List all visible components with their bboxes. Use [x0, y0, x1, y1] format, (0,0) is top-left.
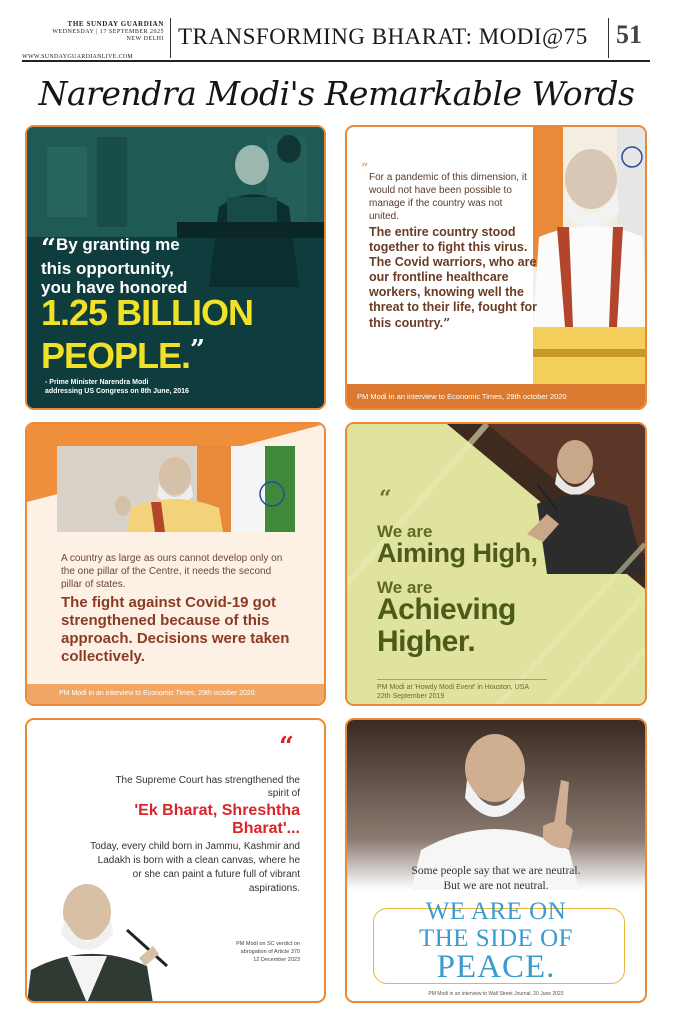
- publication-date: WEDNESDAY | 17 SEPTEMBER 2025: [52, 29, 164, 35]
- quote-card-us-congress: [25, 125, 326, 410]
- masthead: [22, 18, 650, 62]
- quote-emphasis-line: WE ARE ON: [425, 898, 567, 925]
- quote-bold-text: The fight against Covid-19 got strengthened because of this approach. Decisions were taken collectively.: [61, 594, 290, 665]
- quote-card-covid-unity: [345, 125, 647, 410]
- close-quote-icon: ”: [190, 335, 205, 365]
- quote-attribution: [180, 940, 300, 964]
- caption-line: 22th September 2019: [377, 693, 445, 700]
- quote-intro: The Supreme Court has strengthened the spirit of: [115, 775, 300, 799]
- modi-interview-photo: [533, 127, 647, 387]
- close-quote-icon: ”: [443, 315, 451, 330]
- caption-line: PM Modi on SC verdict on: [236, 941, 300, 947]
- quote-emphasis: Aiming High,: [377, 538, 538, 568]
- page-headline: Narendra Modi's Remarkable Words: [38, 74, 635, 113]
- quote-card-howdy-modi: [345, 422, 647, 706]
- masthead-info: [22, 20, 164, 60]
- quote-card-states-pillar: [25, 422, 326, 706]
- caption-line: - Prime Minister Narendra Modi: [45, 379, 149, 386]
- quote-highlight: 'Ek Bharat, Shreshtha Bharat'...: [134, 802, 300, 837]
- quote-emphasis: [347, 898, 645, 952]
- open-quote-icon: “: [41, 234, 56, 264]
- quote-emphasis: [41, 331, 204, 375]
- quote-emphasis-large: PEACE.: [436, 949, 556, 985]
- open-quote-icon: “: [279, 732, 294, 762]
- quote-attribution: PM Modi in an interview to Wall Street Journal, 20 June 2023: [428, 991, 564, 997]
- quote-attribution: [377, 683, 529, 701]
- quote-normal-text: A country as large as ours cannot develop only on the one pillar of the Centre, it needs the second pillar of states.: [61, 553, 283, 590]
- quote-bold-text: [369, 225, 539, 331]
- quote-line: We are: [377, 522, 433, 541]
- paper-name: THE SUNDAY GUARDIAN: [67, 20, 164, 28]
- website-link[interactable]: WWW.SUNDAYGUARDIANLIVE.COM: [22, 54, 134, 60]
- masthead-divider: [170, 18, 171, 58]
- open-quote-icon: “: [379, 486, 392, 512]
- quote-line: By granting me: [55, 235, 180, 254]
- quote-line: We are: [377, 578, 433, 597]
- quote-normal-text: For a pandemic of this dimension, it would not have been possible to manage if the country was not united.: [369, 172, 527, 222]
- quote-line: But we are not neutral.: [443, 880, 549, 892]
- quote-line: Some people say that we are neutral.: [411, 865, 581, 877]
- card-footer: PM Modi in an interview to Economic Times, 29th october 2020: [27, 684, 324, 704]
- card-banner: [27, 424, 325, 544]
- quote-bold-line: The entire country stood together to fight this virus. The Covid warriors, who are our frontline healthcare workers, knowing well the threat to their life, fought for this country.: [369, 225, 538, 330]
- quote-card-peace: [345, 718, 647, 1003]
- quote-emphasis-line: Achieving: [377, 593, 516, 626]
- quote-card-article-370: [25, 718, 326, 1003]
- caption-line: addressing US Congress on 8th June, 2016: [45, 388, 189, 395]
- section-title: TRANSFORMING BHARAT: MODI@75: [178, 24, 588, 49]
- quote-body: Today, every child born in Jammu, Kashmir and Ladakh is born with a clean canvas, where he or she can paint a future full of vibrant aspirations.: [90, 841, 300, 894]
- quote-emphasis: 1.25 BILLION: [41, 292, 254, 333]
- caption-line: 12 December 2023: [253, 957, 300, 963]
- open-quote-icon: “: [361, 161, 369, 177]
- quote-line: this opportunity,: [41, 259, 174, 278]
- page-number: 51: [616, 20, 642, 49]
- quote-attribution: [45, 378, 189, 396]
- quote-emphasis-text: PEOPLE.: [41, 335, 191, 376]
- card-footer: PM Modi in an interview to Economic Times, 29th october 2020: [347, 384, 645, 408]
- caption-rule: [377, 679, 547, 680]
- quote-intro: [347, 864, 645, 894]
- caption-line: PM Modi at 'Howdy Modi Event' in Houston, USA: [377, 684, 530, 691]
- masthead-divider: [608, 18, 609, 58]
- quote-emphasis-line: THE SIDE OF: [418, 925, 574, 952]
- masthead-rule: [22, 60, 650, 62]
- quote-emphasis: [377, 594, 516, 658]
- quote-intro: [41, 235, 187, 297]
- caption-line: abrogation of Article 370: [240, 949, 300, 955]
- quote-line: you have honored: [41, 278, 188, 297]
- quote-emphasis-line: Higher.: [377, 625, 476, 658]
- publication-city: NEW DELHI: [126, 36, 164, 42]
